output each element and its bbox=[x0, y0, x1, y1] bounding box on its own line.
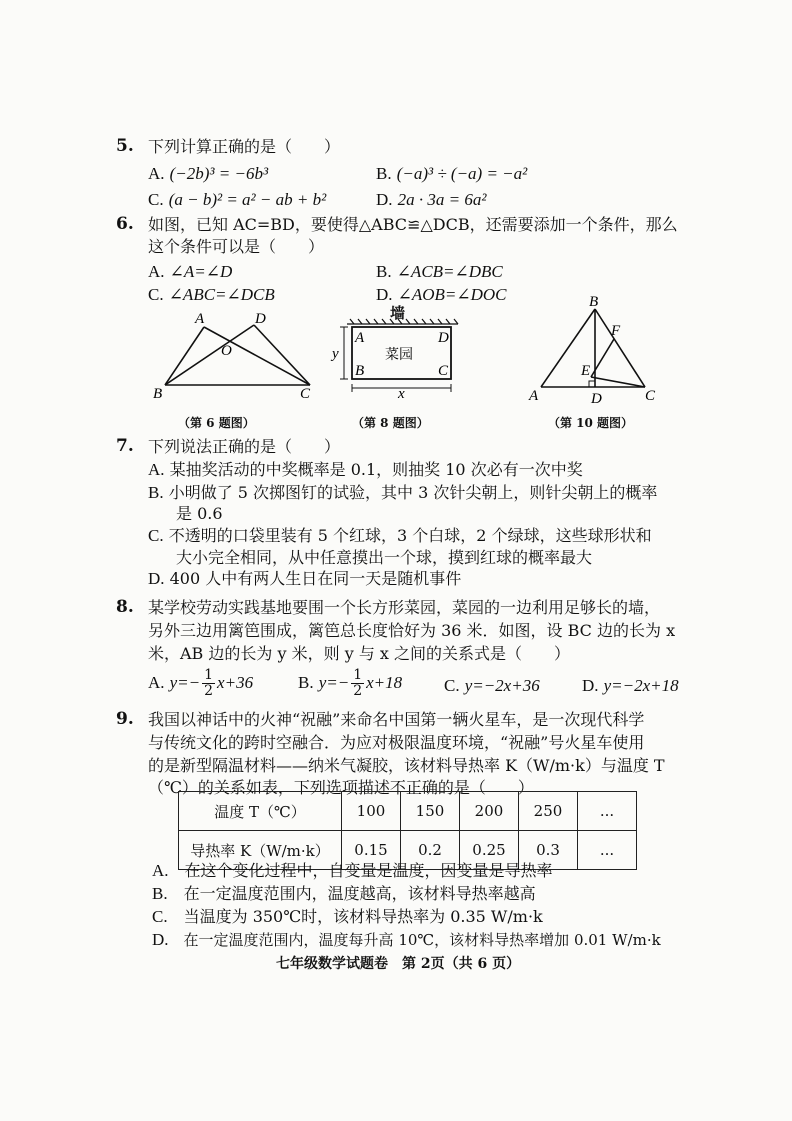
label-a: A bbox=[529, 388, 539, 404]
question-8-line1: 某学校劳动实践基地要围一个长方形菜园，菜园的一边利用足够长的墙， bbox=[148, 598, 661, 617]
table-cell: 0.3 bbox=[519, 831, 578, 870]
q8-option-b bbox=[298, 668, 402, 699]
question-6-number: 6. bbox=[116, 214, 134, 234]
option-label: A. bbox=[148, 673, 165, 692]
label-o: O bbox=[221, 343, 232, 359]
option-label: A. bbox=[152, 861, 169, 880]
option-label: C. bbox=[148, 190, 164, 209]
option-label: C. bbox=[148, 285, 164, 304]
table-cell: 0.25 bbox=[460, 831, 519, 870]
q8-option-c bbox=[444, 676, 540, 696]
table-cell: ... bbox=[578, 831, 637, 870]
option-label: D. bbox=[148, 569, 165, 588]
question-5-number: 5. bbox=[116, 136, 134, 156]
label-b: B bbox=[153, 386, 163, 402]
option-text: 不透明的口袋里装有 5 个红球，3 个白球，2 个绿球，这些球形状和 bbox=[168, 526, 652, 545]
q5-option-b bbox=[376, 164, 527, 184]
q6-option-a bbox=[148, 262, 232, 282]
question-9-line1: 我国以神话中的火神“祝融”来命名中国第一辆火星车，是一次现代科学 bbox=[148, 710, 645, 729]
label-y: y bbox=[332, 346, 339, 362]
option-label: B. bbox=[152, 884, 168, 903]
fraction bbox=[351, 668, 364, 699]
option-text: x+36 bbox=[217, 673, 254, 692]
option-text: 在这个变化过程中，自变量是温度，因变量是导热率 bbox=[184, 861, 553, 880]
option-text: 2a · 3a = 6a² bbox=[397, 190, 487, 209]
question-9-line4: （℃）的关系如表，下列选项描述不正确的是（ ） bbox=[148, 778, 534, 797]
option-text: y=− bbox=[169, 673, 201, 692]
label-x: x bbox=[398, 386, 405, 400]
option-text: (−2b)³ = −6b³ bbox=[169, 164, 269, 183]
q7-option-d bbox=[148, 568, 461, 590]
table-cell: 250 bbox=[519, 792, 578, 831]
label-c: C bbox=[438, 363, 449, 379]
question-8-number: 8. bbox=[116, 597, 134, 617]
fraction bbox=[202, 668, 215, 699]
option-label: D. bbox=[376, 285, 393, 304]
option-text: 当温度为 350℃时，该材料导热率为 0.35 W/m·k bbox=[183, 907, 543, 926]
table-cell: ... bbox=[578, 792, 637, 831]
option-text: ∠ABC=∠DCB bbox=[168, 285, 275, 304]
page-footer: 七年级数学试题卷 第 2页（共 6 页） bbox=[276, 956, 521, 972]
table-row bbox=[179, 792, 637, 831]
q7-option-c-line2: 大小完全相同，从中任意摸出一个球，摸到红球的概率最大 bbox=[176, 548, 593, 567]
wall-label: 墙 bbox=[390, 304, 406, 322]
question-6-stem-line1: 如图，已知 AC=BD，要使得△ABC≌△DCB，还需要添加一个条件，那么 bbox=[148, 215, 678, 234]
fraction-numerator: 1 bbox=[204, 667, 214, 683]
question-9-number: 9. bbox=[116, 709, 134, 729]
q8-option-d bbox=[582, 676, 679, 696]
label-a: A bbox=[355, 330, 365, 346]
table-cell: 200 bbox=[460, 792, 519, 831]
option-label: D. bbox=[582, 676, 599, 695]
option-text: (a − b)² = a² − ab + b² bbox=[168, 190, 327, 209]
segment-bd bbox=[165, 325, 254, 385]
option-text: ∠ACB=∠DBC bbox=[396, 262, 503, 281]
segment-cd bbox=[254, 325, 310, 385]
q7-option-b bbox=[148, 482, 657, 504]
q6-option-c bbox=[148, 285, 275, 305]
question-8-line3: 米，AB 边的长为 y 米，则 y 与 x 之间的关系式是（ ） bbox=[148, 644, 571, 663]
label-b: B bbox=[589, 295, 599, 310]
table-cell: 0.2 bbox=[401, 831, 460, 870]
option-label: B. bbox=[148, 483, 164, 502]
figure-10-caption: （第 10 题图） bbox=[548, 416, 634, 430]
question-7-stem: 下列说法正确的是（ ） bbox=[148, 437, 341, 456]
figure-10-diagram bbox=[525, 295, 670, 410]
figure-8-caption: （第 8 题图） bbox=[352, 416, 429, 430]
table-cell: 温度 T（℃） bbox=[179, 792, 342, 831]
option-text: (−a)³ ÷ (−a) = −a² bbox=[396, 164, 528, 183]
option-text: 在一定温度范围内，温度每升高 10℃，该材料导热率增加 0.01 W/m·k bbox=[183, 931, 661, 949]
option-label: D. bbox=[376, 190, 393, 209]
option-text: y=− bbox=[318, 673, 350, 692]
option-label: A. bbox=[148, 460, 165, 479]
fraction-denominator: 2 bbox=[353, 683, 363, 699]
option-label: D. bbox=[152, 930, 169, 949]
option-text: ∠A=∠D bbox=[169, 262, 233, 281]
option-label: B. bbox=[298, 673, 314, 692]
table-cell: 100 bbox=[342, 792, 401, 831]
question-8-line2: 另外三边用篱笆围成，篱笆总长度恰好为 36 米．如图，设 BC 边的长为 x bbox=[148, 621, 676, 640]
question-6-stem-line2: 这个条件可以是（ ） bbox=[148, 237, 325, 256]
option-text: ∠AOB=∠DOC bbox=[397, 285, 507, 304]
option-text: y=−2x+18 bbox=[603, 676, 679, 695]
segment-ec bbox=[591, 377, 645, 387]
q9-option-d bbox=[152, 929, 661, 951]
option-text: 小明做了 5 次掷图钉的试验，其中 3 次针尖朝上，则针尖朝上的概率 bbox=[168, 483, 658, 502]
table-cell: 0.15 bbox=[342, 831, 401, 870]
table-cell: 导热率 K（W/m·k） bbox=[179, 831, 342, 870]
question-5-stem: 下列计算正确的是（ ） bbox=[148, 137, 341, 156]
label-d: D bbox=[591, 391, 602, 407]
temperature-conductivity-table bbox=[178, 791, 637, 870]
figure-8-diagram bbox=[330, 318, 465, 400]
option-label: C. bbox=[152, 907, 168, 926]
q7-option-a bbox=[148, 459, 583, 481]
question-9-line3: 的是新型隔温材料——纳米气凝胶，该材料导热率 K（W/m·k）与温度 T bbox=[148, 756, 665, 775]
question-7-number: 7. bbox=[116, 436, 134, 456]
q9-option-c bbox=[152, 906, 543, 928]
option-text: 在一定温度范围内，温度越高，该材料导热率越高 bbox=[183, 884, 536, 903]
label-d: D bbox=[255, 311, 266, 327]
label-a: A bbox=[195, 311, 205, 327]
right-angle-mark bbox=[589, 381, 595, 387]
option-text: 某抽奖活动的中奖概率是 0.1，则抽奖 10 次必有一次中奖 bbox=[169, 460, 583, 479]
q7-option-b-line2: 是 0.6 bbox=[176, 504, 223, 523]
figure-6-caption: （第 6 题图） bbox=[178, 416, 255, 430]
option-label: C. bbox=[148, 526, 164, 545]
option-label: B. bbox=[376, 262, 392, 281]
option-text: y=−2x+36 bbox=[464, 676, 540, 695]
option-label: A. bbox=[148, 262, 165, 281]
segment-ca bbox=[204, 327, 310, 385]
q5-option-d bbox=[376, 190, 486, 210]
option-label: C. bbox=[444, 676, 460, 695]
q5-option-c bbox=[148, 190, 326, 210]
option-text: 400 人中有两人生日在同一天是随机事件 bbox=[169, 569, 462, 588]
option-label: B. bbox=[376, 164, 392, 183]
q9-option-b bbox=[152, 883, 536, 905]
label-d: D bbox=[438, 330, 449, 346]
label-c: C bbox=[645, 388, 656, 404]
label-c: C bbox=[300, 386, 311, 402]
q8-option-a bbox=[148, 668, 253, 699]
segment-ba bbox=[165, 327, 204, 385]
option-text: x+18 bbox=[366, 673, 403, 692]
figure-6-diagram bbox=[145, 305, 320, 410]
q6-option-b bbox=[376, 262, 503, 282]
label-e: E bbox=[581, 363, 591, 379]
segment-bc bbox=[595, 309, 645, 387]
q5-option-a bbox=[148, 164, 268, 184]
table-cell: 150 bbox=[401, 792, 460, 831]
garden-label: 菜园 bbox=[385, 347, 413, 363]
label-b: B bbox=[355, 363, 365, 379]
q9-option-a bbox=[152, 860, 553, 882]
q7-option-c bbox=[148, 525, 652, 547]
fraction-numerator: 1 bbox=[353, 667, 363, 683]
option-label: A. bbox=[148, 164, 165, 183]
fraction-denominator: 2 bbox=[204, 683, 214, 699]
question-9-line2: 与传统文化的跨时空融合．为应对极限温度环境，“祝融”号火星车使用 bbox=[148, 733, 645, 752]
label-f: F bbox=[611, 323, 621, 339]
